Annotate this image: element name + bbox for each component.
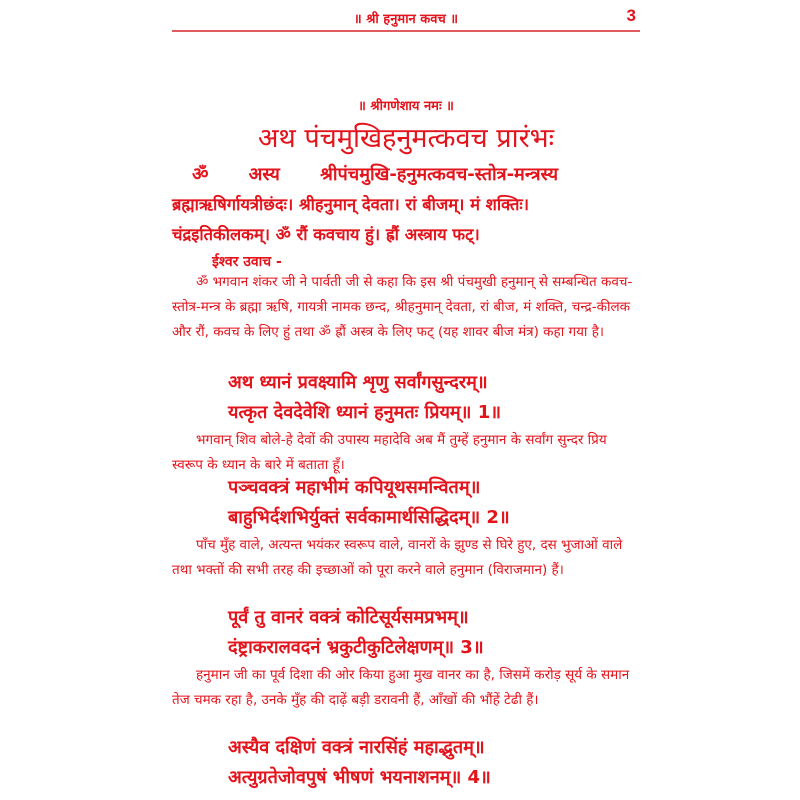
viniyoga-line: ॐ अस्य श्रीपंचमुखि-हनुमत्कवच-स्तोत्र-मन्त्रस्य [192, 164, 559, 185]
verse-line: यत्कृत देवदेवेशि ध्यानं हनुमतः प्रियम्॥ 1॥ [228, 402, 502, 423]
viniyoga-line: ब्रह्माऋषिर्गायत्रीछंदः। श्रीहनुमान् देवता। रां बीजम्। मं शक्तिः। [172, 195, 530, 214]
verse-meaning: पाँच मुँह वाले, अत्यन्त भयंकर स्वरूप वाले, वानरों के झुण्ड से घिरे हुए, दस भुजाओं वाले तथा भक्तों की सभी तरह की इच्छाओं को पूरा करने वाले हनुमान (विराजमान) हैं। [172, 537, 623, 578]
header-divider [172, 30, 640, 32]
verse-1 [172, 368, 640, 478]
explanation-paragraph: ॐ भगवान शंकर जी ने पार्वती जी से कहा कि इस श्री पंचमुखी हनुमान् से सम्बन्धित कवच-स्तोत्र-मन्त्र के ब्रह्मा ऋषि, गायत्री नामक छन्द, श्रीहनुमान् देवता, रां बीज, मं शक्ति, चन्द्र-कीलक और रौं, कवच के लिए हुं तथा ॐ ह्रौं अस्त्र के लिए फट् (यह शावर बीज मंत्र) कहा गया है। [172, 274, 633, 340]
running-header-title: ॥ श्री हनुमान कवच ॥ [353, 12, 459, 27]
book-page [172, 0, 640, 800]
viniyoga-line: चंद्रइतिकीलकम्। ॐ रौं कवचाय हुं। ह्रौं अस्त्राय फट्। [172, 225, 480, 244]
verse-meaning: हनुमान जी का पूर्व दिशा की ओर किया हुआ मुख वानर का है, जिसमें करोड़ सूर्य के समान तेज चमक रहा है, उनके मुँह की दाढ़ें बड़ी डरावनी हैं, आँखों की भौंहें टेढी हैं। [172, 667, 630, 708]
verse-line: अत्युग्रतेजोवपुषं भीषणं भयनाशनम्॥ 4॥ [228, 767, 491, 788]
verse-line: पञ्चवक्त्रं महाभीमं कपियूथसमन्वितम्॥ [228, 477, 481, 498]
verse-2 [172, 473, 640, 583]
invocation: ॥ श्रीगणेशाय नमः ॥ [358, 99, 454, 114]
verse-line: अथ ध्यानं प्रवक्ष्यामि शृणु सर्वांगसुन्दरम्॥ [228, 372, 488, 393]
verse-meaning: भगवान् शिव बोले-हे देवों की उपास्य महादेवि अब मैं तुम्हें हनुमान के सर्वांग सुन्दर प्रिय स्वरूप के ध्यान के बारे में बताता हूँ। [172, 432, 607, 473]
verse-4 [172, 733, 640, 793]
page-number: 3 [626, 6, 636, 25]
verse-line: पूर्वं तु वानरं वक्त्रं कोटिसूर्यसमप्रभम्॥ [228, 607, 469, 628]
viniyoga-block [172, 160, 640, 250]
chapter-title: अथ पंचमुखिहनुमत्कवच प्रारंभः [257, 123, 555, 154]
verse-line: दंष्ट्राकरालवदनं भ्रकुटीकुटिलेक्षणम्॥ 3॥ [228, 637, 484, 658]
verse-3 [172, 603, 640, 713]
speaker-label: ईश्वर उवाच - [212, 254, 282, 270]
running-header [172, 4, 640, 30]
verse-line: बाहुभिर्दशभिर्युक्तं सर्वकामार्थसिद्धिदम्॥ 2॥ [228, 507, 510, 528]
verse-line: अस्यैव दक्षिणं वक्त्रं नारसिंहं महाद्भुतम्॥ [228, 737, 485, 758]
